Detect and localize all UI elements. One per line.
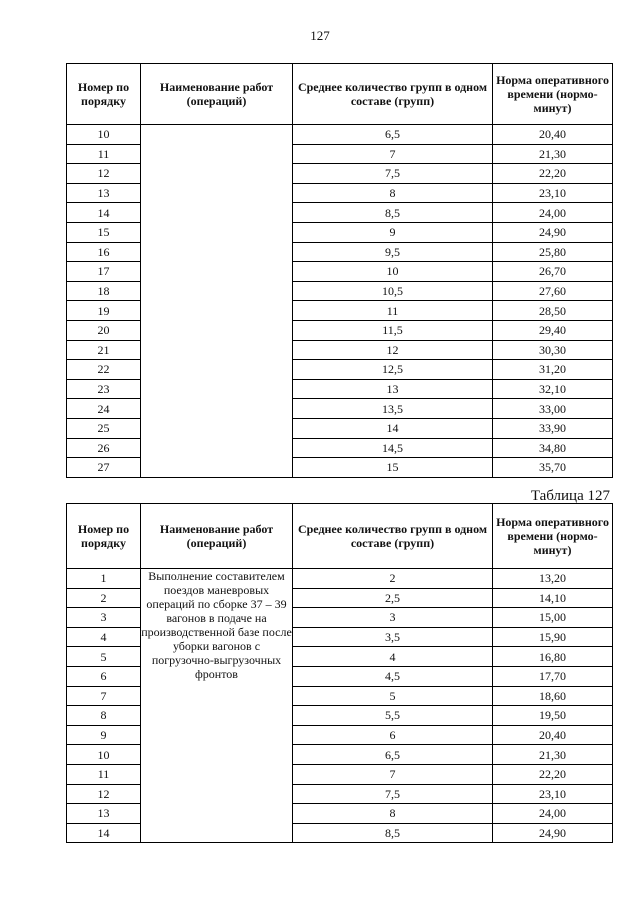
norm-time: 14,10 <box>493 588 613 608</box>
header-name: Наименование работ (операций) <box>141 64 293 125</box>
norm-time: 28,50 <box>493 301 613 321</box>
norm-time: 23,10 <box>493 784 613 804</box>
row-number: 13 <box>67 804 141 824</box>
norm-time: 20,40 <box>493 725 613 745</box>
row-number: 24 <box>67 399 141 419</box>
groups-count: 7 <box>293 144 493 164</box>
row-number: 16 <box>67 242 141 262</box>
groups-count: 7,5 <box>293 784 493 804</box>
row-number: 19 <box>67 301 141 321</box>
row-number: 8 <box>67 706 141 726</box>
groups-count: 9 <box>293 222 493 242</box>
operation-name <box>141 125 293 478</box>
norm-time: 24,00 <box>493 203 613 223</box>
header-name: Наименование работ (операций) <box>141 504 293 569</box>
norm-time: 15,00 <box>493 608 613 628</box>
row-number: 12 <box>67 784 141 804</box>
norm-time: 22,20 <box>493 164 613 184</box>
norm-time: 21,30 <box>493 745 613 765</box>
row-number: 14 <box>67 203 141 223</box>
norm-time: 29,40 <box>493 320 613 340</box>
norm-time: 13,20 <box>493 569 613 589</box>
groups-count: 2 <box>293 569 493 589</box>
groups-count: 6,5 <box>293 125 493 145</box>
page-number: 127 <box>310 28 330 43</box>
norm-time: 18,60 <box>493 686 613 706</box>
header-groups: Среднее количество групп в одном составе (групп) <box>293 504 493 569</box>
norm-time: 27,60 <box>493 281 613 301</box>
table-header-row <box>67 504 613 569</box>
groups-count: 8,5 <box>293 203 493 223</box>
row-number: 6 <box>67 666 141 686</box>
norm-time: 34,80 <box>493 438 613 458</box>
norm-time: 19,50 <box>493 706 613 726</box>
norm-time: 20,40 <box>493 125 613 145</box>
row-number: 5 <box>67 647 141 667</box>
groups-count: 6 <box>293 725 493 745</box>
norm-time: 24,90 <box>493 823 613 843</box>
row-number: 15 <box>67 222 141 242</box>
groups-count: 8 <box>293 804 493 824</box>
norm-time: 16,80 <box>493 647 613 667</box>
norm-time: 30,30 <box>493 340 613 360</box>
groups-count: 15 <box>293 458 493 478</box>
row-number: 22 <box>67 360 141 380</box>
norm-time: 31,20 <box>493 360 613 380</box>
groups-count: 5,5 <box>293 706 493 726</box>
row-number: 2 <box>67 588 141 608</box>
row-number: 4 <box>67 627 141 647</box>
norm-time: 33,00 <box>493 399 613 419</box>
groups-count: 3 <box>293 608 493 628</box>
row-number: 27 <box>67 458 141 478</box>
row-number: 11 <box>67 144 141 164</box>
row-number: 1 <box>67 569 141 589</box>
groups-count: 11,5 <box>293 320 493 340</box>
groups-count: 7 <box>293 764 493 784</box>
norm-table-127 <box>66 503 613 843</box>
groups-count: 10 <box>293 262 493 282</box>
table-header-row <box>67 64 613 125</box>
norm-time: 17,70 <box>493 666 613 686</box>
groups-count: 11 <box>293 301 493 321</box>
norm-table-continued <box>66 63 613 478</box>
groups-count: 12 <box>293 340 493 360</box>
groups-count: 3,5 <box>293 627 493 647</box>
header-num: Номер по порядку <box>67 504 141 569</box>
norm-time: 25,80 <box>493 242 613 262</box>
row-number: 18 <box>67 281 141 301</box>
header-norm: Норма оперативного времени (нормо-минут) <box>493 504 613 569</box>
norm-time: 35,70 <box>493 458 613 478</box>
groups-count: 8 <box>293 183 493 203</box>
groups-count: 6,5 <box>293 745 493 765</box>
row-number: 26 <box>67 438 141 458</box>
groups-count: 4,5 <box>293 666 493 686</box>
groups-count: 13,5 <box>293 399 493 419</box>
row-number: 10 <box>67 125 141 145</box>
norm-time: 33,90 <box>493 418 613 438</box>
row-number: 7 <box>67 686 141 706</box>
groups-count: 9,5 <box>293 242 493 262</box>
norm-time: 22,20 <box>493 764 613 784</box>
row-number: 21 <box>67 340 141 360</box>
operation-name: Выполнение составителем поездов маневровых операций по сборке 37 – 39 вагонов в подаче на производственной базе после уборки вагонов с погрузочно-выгрузочных фронтов <box>141 569 293 843</box>
norm-time: 24,00 <box>493 804 613 824</box>
norm-time: 32,10 <box>493 379 613 399</box>
row-number: 3 <box>67 608 141 628</box>
norm-time: 23,10 <box>493 183 613 203</box>
row-number: 11 <box>67 764 141 784</box>
row-number: 9 <box>67 725 141 745</box>
groups-count: 13 <box>293 379 493 399</box>
row-number: 20 <box>67 320 141 340</box>
table-row <box>67 125 613 145</box>
groups-count: 8,5 <box>293 823 493 843</box>
norm-time: 21,30 <box>493 144 613 164</box>
row-number: 10 <box>67 745 141 765</box>
groups-count: 7,5 <box>293 164 493 184</box>
row-number: 25 <box>67 418 141 438</box>
row-number: 12 <box>67 164 141 184</box>
groups-count: 5 <box>293 686 493 706</box>
row-number: 23 <box>67 379 141 399</box>
groups-count: 4 <box>293 647 493 667</box>
row-number: 13 <box>67 183 141 203</box>
groups-count: 12,5 <box>293 360 493 380</box>
groups-count: 14 <box>293 418 493 438</box>
header-groups: Среднее количество групп в одном составе (групп) <box>293 64 493 125</box>
header-num: Номер по порядку <box>67 64 141 125</box>
groups-count: 14,5 <box>293 438 493 458</box>
groups-count: 2,5 <box>293 588 493 608</box>
table-row <box>67 569 613 589</box>
norm-time: 24,90 <box>493 222 613 242</box>
groups-count: 10,5 <box>293 281 493 301</box>
row-number: 17 <box>67 262 141 282</box>
header-norm: Норма оперативного времени (нормо-минут) <box>493 64 613 125</box>
table-caption: Таблица 127 <box>530 488 610 504</box>
row-number: 14 <box>67 823 141 843</box>
norm-time: 26,70 <box>493 262 613 282</box>
norm-time: 15,90 <box>493 627 613 647</box>
